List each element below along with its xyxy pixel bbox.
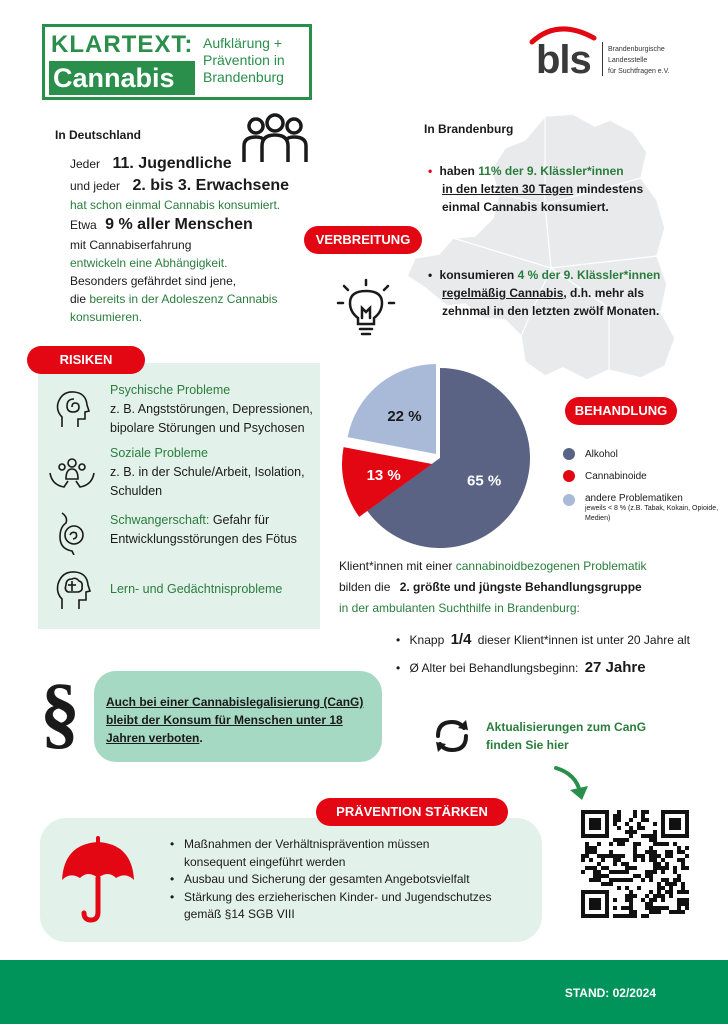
- text-cannabiserfahrung: mit Cannabiserfahrung: [70, 238, 192, 252]
- refresh-icon: [432, 716, 472, 756]
- text-jeder: Jeder: [70, 157, 101, 171]
- text-konsumieren-bb: konsumieren: [439, 268, 515, 282]
- text-abhaengigkeit: entwickeln eine Abhängigkeit.: [70, 256, 228, 270]
- stat-erwachsene: 2. bis 3. Erwachsene: [132, 177, 290, 194]
- risk-text: z. B. Angststörungen, Depressionen,: [110, 402, 313, 416]
- risk-text: Entwicklungsstörungen des Fötus: [110, 532, 297, 546]
- lightbulb-icon: [336, 278, 396, 338]
- text-mindestens: mindestens: [576, 182, 644, 196]
- prevention-line: konsequent eingeführt werden: [184, 854, 346, 869]
- legend-item-alkohol: [563, 445, 723, 463]
- bullet-icon: •: [428, 268, 433, 282]
- risks-panel: [38, 363, 320, 629]
- tagline-line: Brandenburg: [203, 69, 284, 85]
- germany-dependency-text: [70, 214, 330, 326]
- brandenburg-heading: In Brandenburg: [424, 122, 514, 136]
- bullet-icon: •: [396, 661, 401, 675]
- text-etwa: Etwa: [70, 218, 97, 232]
- prevention-list: [170, 836, 540, 924]
- text-letzte-30-tage: in den letzten 30 Tagen: [442, 182, 574, 196]
- update-line[interactable]: finden Sie hier: [486, 738, 569, 752]
- text-bilden-die: bilden die: [339, 580, 391, 594]
- pie-label-andere: 22 %: [387, 407, 422, 425]
- pie-legend: [563, 445, 723, 524]
- umbrella-icon: [58, 836, 138, 924]
- text-zehnmal: zehnmal in den letzten zwölf Monaten.: [442, 304, 660, 318]
- klartext-title: KLARTEXT:: [51, 31, 194, 58]
- stat-elf-prozent: 11% der 9. Klässler*innen: [478, 164, 624, 178]
- prevention-box: [40, 818, 542, 942]
- tagline-line: Aufklärung +: [203, 35, 282, 51]
- stat-vier-prozent: 4 % der 9. Klässler*innen: [517, 268, 661, 282]
- text-gefaehrdet: Besonders gefährdet sind jene,: [70, 274, 237, 288]
- text-alter-beginn: Ø Alter bei Behandlungsbeginn:: [409, 661, 579, 675]
- brandenburg-stat-2: [428, 266, 688, 320]
- legend-item-andere: [563, 493, 723, 524]
- bullet-icon: •: [396, 633, 401, 647]
- prevention-line: • Stärkung des erzieherischen Kinder- und Jugendschutzes: [184, 889, 492, 904]
- brandenburg-stat-1: [428, 162, 673, 216]
- risk-sozial: [110, 444, 305, 501]
- text-einmal-konsumiert: einmal Cannabis konsumiert.: [442, 200, 609, 214]
- text-konsumieren: konsumieren.: [70, 310, 143, 324]
- arrow-down-icon: [552, 764, 592, 804]
- risk-title: Soziale Probleme: [110, 446, 208, 460]
- pill-risiken: RISIKEN: [27, 346, 145, 374]
- tagline-line: Prävention in: [203, 52, 285, 68]
- risk-title: Psychische Probleme: [110, 383, 231, 397]
- law-line: bleibt der Konsum für Menschen unter 18: [106, 713, 343, 727]
- bls-sub-line: Brandenburgische: [608, 46, 665, 53]
- germany-heading: In Deutschland: [55, 128, 142, 142]
- pie-label-alkohol: 65 %: [467, 472, 502, 490]
- risk-title: Schwangerschaft:: [110, 513, 210, 527]
- stat-jugendliche: 11. Jugendliche: [112, 155, 232, 172]
- law-line: Jahren verboten: [106, 731, 200, 745]
- legend-swatch: [563, 494, 575, 506]
- klartext-logo: [42, 24, 312, 100]
- risk-text: z. B. in der Schule/Arbeit, Isolation,: [110, 465, 305, 479]
- prevention-item: [170, 871, 540, 889]
- text-die: die: [70, 292, 87, 306]
- prevention-line: • Ausbau und Sicherung der gesamten Angebotsvielfalt: [184, 872, 470, 886]
- legend-label: andere Problematiken: [585, 493, 683, 504]
- legend-label: Cannabinoide: [585, 470, 647, 482]
- footer-stand: STAND: 02/2024: [564, 986, 656, 1000]
- risk-text: Gefahr für: [209, 513, 270, 527]
- bls-sub-line: für Suchtfragen e.V.: [608, 68, 670, 75]
- text-haben: haben: [439, 164, 475, 178]
- text-cannabinoidbezogen: cannabinoidbezogenen Problematik: [455, 559, 647, 573]
- pill-verbreitung: VERBREITUNG: [304, 226, 422, 254]
- klartext-wordmark: [45, 27, 197, 97]
- pregnancy-icon: [56, 511, 88, 555]
- bls-divider: [602, 42, 603, 76]
- legend-item-cannabinoide: [563, 467, 723, 485]
- text-klientinnen: Klient*innen mit einer: [339, 559, 453, 573]
- law-box: [94, 671, 382, 762]
- law-period: .: [199, 731, 203, 745]
- germany-text: [70, 153, 330, 214]
- text-konsumiert: hat schon einmal Cannabis konsumiert.: [70, 198, 281, 212]
- brain-head-icon: [54, 569, 92, 611]
- prevention-item: [170, 889, 540, 924]
- risk-lernen: Lern- und Gedächtnisprobleme: [110, 582, 283, 596]
- prevention-item: [170, 836, 540, 871]
- pill-praevention: PRÄVENTION STÄRKEN: [316, 798, 508, 826]
- law-text: [106, 693, 363, 747]
- text-groesste-gruppe: 2. größte und jüngste Behandlungsgruppe: [399, 580, 642, 594]
- stat-ein-viertel: 1/4: [450, 631, 472, 648]
- text-unter-20: dieser Klient*innen ist unter 20 Jahre alt: [477, 633, 690, 647]
- logo-tagline: [203, 35, 285, 86]
- bls-sub-line: Landesstelle: [608, 57, 648, 64]
- text-und-jeder: und jeder: [70, 179, 121, 193]
- footer-bar: [0, 960, 728, 1024]
- legend-note: jeweils < 8 % (z.B. Tabak, Kokain, Opioide, Medien): [585, 505, 719, 522]
- text-regelmaessig: regelmäßig Cannabis: [442, 286, 564, 300]
- text-knapp: Knapp: [409, 633, 445, 647]
- red-bullet-icon: •: [428, 164, 433, 178]
- stat-27-jahre: 27 Jahre: [584, 659, 646, 676]
- pill-behandlung: BEHANDLUNG: [565, 397, 677, 425]
- update-line[interactable]: Aktualisierungen zum CanG: [486, 720, 647, 734]
- cannabis-title: Cannabis: [49, 61, 195, 95]
- paragraph-symbol: §: [40, 669, 80, 757]
- prevention-line: • Maßnahmen der Verhältnisprävention müssen: [184, 837, 430, 851]
- prevention-line: gemäß §14 SGB VIII: [184, 907, 295, 921]
- text-adoleszenz: bereits in der Adoleszenz Cannabis: [89, 292, 278, 306]
- stat-neun-prozent: 9 % aller Menschen: [105, 216, 253, 233]
- people-hands-icon: [48, 451, 96, 491]
- treatment-pie-chart: [330, 340, 550, 560]
- law-line: Auch bei einer Cannabislegalisierung (CanG): [106, 695, 364, 709]
- text-ambulante-suchthilfe: in der ambulanten Suchthilfe in Brandenburg:: [339, 601, 580, 615]
- bls-logo-word: bls: [536, 38, 591, 82]
- text-dh-mehr: , d.h. mehr als: [563, 286, 645, 300]
- update-text[interactable]: [486, 718, 646, 754]
- legend-label: Alkohol: [585, 448, 618, 460]
- bls-subtitle: [608, 44, 670, 77]
- head-spiral-icon: [54, 389, 90, 429]
- risk-psychisch: [110, 381, 313, 438]
- qr-code[interactable]: [581, 810, 689, 918]
- risk-text: Schulden: [110, 484, 163, 498]
- legend-swatch: [563, 448, 575, 460]
- risk-schwangerschaft: [110, 511, 297, 549]
- treatment-text: [339, 556, 719, 619]
- legend-swatch: [563, 470, 575, 482]
- treatment-points: [396, 629, 716, 679]
- pie-label-cannabinoide: 13 %: [366, 466, 401, 484]
- risk-text: bipolare Störungen und Psychosen: [110, 421, 305, 435]
